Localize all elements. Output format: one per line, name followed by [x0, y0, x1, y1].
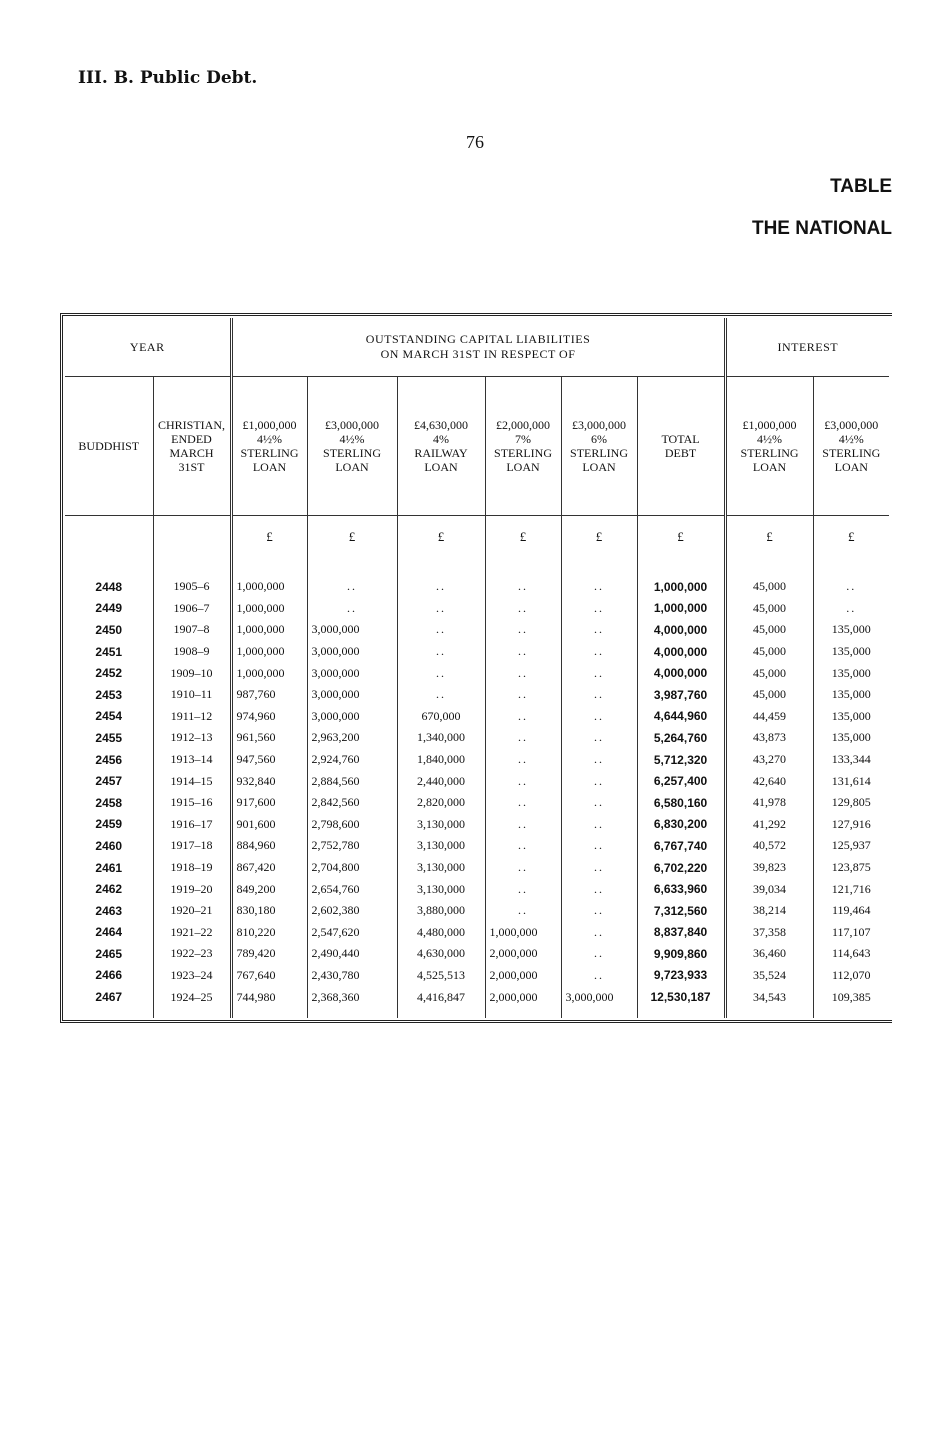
christian-header-line: MARCH — [169, 446, 214, 460]
loan-4-column-header — [485, 377, 561, 516]
column-header-row — [65, 377, 889, 516]
buddhist-year-cell: 2450 — [95, 622, 123, 637]
table-row — [65, 857, 889, 879]
loan-2-cell: 2,842,560 — [307, 792, 397, 814]
loan-rate: 4½% — [257, 432, 283, 446]
christian-year-cell: 1906–7 — [153, 598, 231, 620]
loan-3-cell: 4,525,513 — [397, 965, 485, 987]
loan-3-cell: 670,000 — [397, 706, 485, 728]
buddhist-year-cell: 2454 — [95, 709, 123, 724]
loan-1-cell: 789,420 — [231, 943, 307, 965]
loan-amount: £1,000,000 — [242, 418, 297, 432]
loan-5-cell: .. — [561, 965, 637, 987]
unit-cell: £ — [813, 516, 889, 559]
loan-rate: 6% — [591, 432, 608, 446]
loan-5-cell: .. — [561, 684, 637, 706]
loan-4-cell: .. — [485, 878, 561, 900]
christian-year-cell: 1910–11 — [153, 684, 231, 706]
table-row — [65, 835, 889, 857]
unit-cell: £ — [561, 516, 637, 559]
loan-word: LOAN — [335, 460, 369, 474]
loan-type: STERLING — [740, 446, 799, 460]
christian-header-line: ENDED — [171, 432, 212, 446]
unit-cell: £ — [725, 516, 813, 559]
loan-3-cell: 3,130,000 — [397, 835, 485, 857]
buddhist-year-cell: 2459 — [95, 817, 123, 832]
loan-5-cell: .. — [561, 857, 637, 879]
loan-4-cell: .. — [485, 770, 561, 792]
loan-2-cell: 2,704,800 — [307, 857, 397, 879]
buddhist-year-cell: 2461 — [95, 860, 123, 875]
interest-2-cell: 131,614 — [813, 770, 889, 792]
table-row — [65, 684, 889, 706]
christian-year-cell: 1923–24 — [153, 965, 231, 987]
buddhist-year-cell: 2463 — [95, 903, 123, 918]
total-debt-cell: 5,712,320 — [637, 749, 725, 771]
loan-1-cell: 1,000,000 — [231, 641, 307, 663]
loan-3-cell: 4,480,000 — [397, 922, 485, 944]
christian-year-cell: 1917–18 — [153, 835, 231, 857]
table-subtitle: THE NATIONAL — [751, 218, 892, 239]
interest-1-cell: 40,572 — [725, 835, 813, 857]
loan-rate: 4% — [433, 432, 450, 446]
loan-type: STERLING — [822, 446, 881, 460]
total-debt-cell: 1,000,000 — [637, 598, 725, 620]
interest-1-cell: 45,000 — [725, 598, 813, 620]
interest-1-cell: 38,214 — [725, 900, 813, 922]
interest-2-cell: 135,000 — [813, 641, 889, 663]
total-debt-cell: 6,702,220 — [637, 857, 725, 879]
loan-1-column-header — [231, 377, 307, 516]
buddhist-year-cell: 2452 — [95, 666, 123, 681]
unit-cell: £ — [637, 516, 725, 559]
loan-4-cell: .. — [485, 641, 561, 663]
table-row — [65, 749, 889, 771]
unit-cell: £ — [397, 516, 485, 559]
loan-1-cell: 987,760 — [231, 684, 307, 706]
page-number: 76 — [466, 132, 484, 152]
christian-year-cell: 1911–12 — [153, 706, 231, 728]
loan-5-cell: .. — [561, 662, 637, 684]
interest-1-cell: 35,524 — [725, 965, 813, 987]
outstanding-header-line-1: OUTSTANDING CAPITAL LIABILITIES — [365, 332, 591, 346]
table-body — [65, 576, 889, 1008]
loan-4-cell: .. — [485, 619, 561, 641]
loan-type: STERLING — [323, 446, 382, 460]
buddhist-year-cell: 2451 — [95, 644, 123, 659]
interest-1-cell: 41,292 — [725, 814, 813, 836]
total-debt-cell: 6,830,200 — [637, 814, 725, 836]
loan-2-cell: 2,798,600 — [307, 814, 397, 836]
buddhist-year-cell: 2456 — [95, 752, 123, 767]
loan-1-cell: 961,560 — [231, 727, 307, 749]
loan-5-cell: .. — [561, 706, 637, 728]
loan-5-cell: .. — [561, 814, 637, 836]
loan-amount: £4,630,000 — [414, 418, 469, 432]
christian-year-cell: 1919–20 — [153, 878, 231, 900]
interest-2-cell: 129,805 — [813, 792, 889, 814]
interest-1-cell: 43,873 — [725, 727, 813, 749]
section-title: III. B. Public Debt. — [78, 68, 258, 88]
buddhist-year-cell: 2455 — [95, 730, 123, 745]
year-group-header: YEAR — [129, 339, 165, 354]
interest-2-cell: 133,344 — [813, 749, 889, 771]
loan-3-cell: 4,630,000 — [397, 943, 485, 965]
total-debt-cell: 3,987,760 — [637, 684, 725, 706]
loan-1-cell: 1,000,000 — [231, 576, 307, 598]
interest-1-cell: 45,000 — [725, 619, 813, 641]
interest-1-cell: 45,000 — [725, 576, 813, 598]
table-row — [65, 641, 889, 663]
loan-1-cell: 849,200 — [231, 878, 307, 900]
interest-2-cell: 127,916 — [813, 814, 889, 836]
total-debt-cell: 6,580,160 — [637, 792, 725, 814]
loan-type: STERLING — [240, 446, 299, 460]
loan-5-cell: .. — [561, 770, 637, 792]
loan-rate: 4½% — [339, 432, 365, 446]
loan-1-cell: 830,180 — [231, 900, 307, 922]
buddhist-year-cell: 2467 — [95, 990, 123, 1005]
total-debt-cell: 6,633,960 — [637, 878, 725, 900]
loan-5-cell: 3,000,000 — [561, 986, 637, 1008]
christian-year-cell: 1907–8 — [153, 619, 231, 641]
interest-2-column-header — [813, 377, 889, 516]
bottom-spacer-row — [65, 1008, 889, 1018]
christian-header-line: 31ST — [178, 460, 205, 474]
interest-1-cell: 41,978 — [725, 792, 813, 814]
loan-2-cell: 2,547,620 — [307, 922, 397, 944]
loan-word: LOAN — [424, 460, 458, 474]
interest-2-cell: 121,716 — [813, 878, 889, 900]
loan-2-cell: 2,924,760 — [307, 749, 397, 771]
interest-1-cell: 43,270 — [725, 749, 813, 771]
loan-4-cell: .. — [485, 662, 561, 684]
unit-cell: £ — [307, 516, 397, 559]
buddhist-year-cell: 2466 — [95, 968, 123, 983]
table-label: TABLE — [830, 176, 892, 197]
total-debt-column-header — [637, 377, 725, 516]
total-debt-cell: 9,723,933 — [637, 965, 725, 987]
total-debt-cell: 4,000,000 — [637, 619, 725, 641]
loan-4-cell: .. — [485, 900, 561, 922]
christian-header-line: CHRISTIAN, — [158, 418, 226, 432]
interest-2-cell: 135,000 — [813, 662, 889, 684]
buddhist-year-cell: 2458 — [95, 795, 123, 810]
loan-1-cell: 810,220 — [231, 922, 307, 944]
table-row — [65, 965, 889, 987]
loan-2-cell: 2,654,760 — [307, 878, 397, 900]
total-header-line: TOTAL — [661, 432, 700, 446]
total-debt-cell: 12,530,187 — [637, 986, 725, 1008]
loan-3-column-header — [397, 377, 485, 516]
loan-rate: 4½% — [838, 432, 864, 446]
total-debt-cell: 4,000,000 — [637, 641, 725, 663]
interest-2-cell: 135,000 — [813, 684, 889, 706]
interest-2-cell: 135,000 — [813, 727, 889, 749]
total-debt-cell: 9,909,860 — [637, 943, 725, 965]
christian-year-cell: 1905–6 — [153, 576, 231, 598]
loan-2-cell: 2,963,200 — [307, 727, 397, 749]
loan-amount: £2,000,000 — [496, 418, 551, 432]
loan-1-cell: 947,560 — [231, 749, 307, 771]
table-row — [65, 619, 889, 641]
interest-1-cell: 37,358 — [725, 922, 813, 944]
christian-year-cell: 1916–17 — [153, 814, 231, 836]
loan-3-cell: 3,130,000 — [397, 878, 485, 900]
loan-4-cell: .. — [485, 857, 561, 879]
table-row — [65, 598, 889, 620]
loan-5-cell: .. — [561, 835, 637, 857]
loan-3-cell: .. — [397, 576, 485, 598]
loan-3-cell: 1,840,000 — [397, 749, 485, 771]
loan-word: LOAN — [582, 460, 616, 474]
table-row — [65, 878, 889, 900]
group-header-row — [65, 318, 889, 377]
unit-cell-empty — [65, 516, 153, 559]
loan-1-cell: 744,980 — [231, 986, 307, 1008]
loan-3-cell: 2,820,000 — [397, 792, 485, 814]
loan-word: LOAN — [752, 460, 787, 474]
national-debt-table — [65, 318, 889, 1018]
loan-2-cell: 2,430,780 — [307, 965, 397, 987]
christian-column-header — [153, 377, 231, 516]
loan-4-cell: .. — [485, 835, 561, 857]
christian-year-cell: 1924–25 — [153, 986, 231, 1008]
loan-type: STERLING — [494, 446, 553, 460]
interest-2-cell: 135,000 — [813, 706, 889, 728]
table-row — [65, 900, 889, 922]
buddhist-year-cell: 2460 — [95, 838, 123, 853]
loan-4-cell: 2,000,000 — [485, 986, 561, 1008]
christian-year-cell: 1909–10 — [153, 662, 231, 684]
interest-1-cell: 39,034 — [725, 878, 813, 900]
loan-5-cell: .. — [561, 922, 637, 944]
loan-3-cell: .. — [397, 684, 485, 706]
loan-2-cell: 3,000,000 — [307, 706, 397, 728]
table-row — [65, 922, 889, 944]
loan-amount: £3,000,000 — [572, 418, 627, 432]
loan-2-cell: 2,884,560 — [307, 770, 397, 792]
christian-year-cell: 1912–13 — [153, 727, 231, 749]
unit-cell-empty — [153, 516, 231, 559]
interest-2-cell: 117,107 — [813, 922, 889, 944]
loan-2-cell: 3,000,000 — [307, 662, 397, 684]
christian-year-cell: 1921–22 — [153, 922, 231, 944]
loan-3-cell: .. — [397, 598, 485, 620]
loan-5-cell: .. — [561, 792, 637, 814]
loan-4-cell: .. — [485, 749, 561, 771]
christian-year-cell: 1908–9 — [153, 641, 231, 663]
loan-1-cell: 901,600 — [231, 814, 307, 836]
loan-1-cell: 1,000,000 — [231, 598, 307, 620]
loan-4-cell: .. — [485, 792, 561, 814]
total-debt-cell: 4,000,000 — [637, 662, 725, 684]
loan-3-cell: 3,880,000 — [397, 900, 485, 922]
loan-4-cell: .. — [485, 576, 561, 598]
loan-5-cell: .. — [561, 641, 637, 663]
christian-year-cell: 1914–15 — [153, 770, 231, 792]
table-row — [65, 814, 889, 836]
outstanding-group-header — [231, 318, 725, 377]
loan-type: RAILWAY — [414, 446, 468, 460]
loan-amount: £3,000,000 — [325, 418, 380, 432]
table-row — [65, 706, 889, 728]
interest-2-cell: 114,643 — [813, 943, 889, 965]
loan-1-cell: 932,840 — [231, 770, 307, 792]
christian-year-cell: 1922–23 — [153, 943, 231, 965]
buddhist-year-cell: 2462 — [95, 882, 123, 897]
total-header-line: DEBT — [664, 446, 697, 460]
spacer-row — [65, 558, 889, 576]
loan-4-cell: .. — [485, 706, 561, 728]
loan-4-cell: .. — [485, 814, 561, 836]
loan-word: LOAN — [252, 460, 287, 474]
loan-5-cell: .. — [561, 943, 637, 965]
total-debt-cell: 6,257,400 — [637, 770, 725, 792]
loan-3-cell: .. — [397, 619, 485, 641]
table-row — [65, 986, 889, 1008]
loan-2-cell: .. — [307, 598, 397, 620]
loan-4-cell: .. — [485, 684, 561, 706]
loan-4-cell: 2,000,000 — [485, 965, 561, 987]
interest-1-cell: 45,000 — [725, 662, 813, 684]
interest-2-cell: 109,385 — [813, 986, 889, 1008]
loan-5-cell: .. — [561, 900, 637, 922]
interest-1-cell: 39,823 — [725, 857, 813, 879]
loan-1-cell: 867,420 — [231, 857, 307, 879]
loan-3-cell: 3,130,000 — [397, 857, 485, 879]
christian-year-cell: 1920–21 — [153, 900, 231, 922]
table-row — [65, 576, 889, 598]
loan-1-cell: 1,000,000 — [231, 619, 307, 641]
interest-2-cell: 125,937 — [813, 835, 889, 857]
loan-rate: 7% — [515, 432, 532, 446]
christian-year-cell: 1918–19 — [153, 857, 231, 879]
loan-4-cell: .. — [485, 598, 561, 620]
buddhist-year-cell: 2457 — [95, 774, 123, 789]
buddhist-year-cell: 2448 — [95, 579, 123, 594]
loan-2-cell: 2,368,360 — [307, 986, 397, 1008]
total-debt-cell: 1,000,000 — [637, 576, 725, 598]
loan-5-cell: .. — [561, 598, 637, 620]
loan-5-cell: .. — [561, 619, 637, 641]
interest-1-cell: 45,000 — [725, 684, 813, 706]
loan-rate: 4½% — [757, 432, 783, 446]
interest-2-cell: 119,464 — [813, 900, 889, 922]
interest-2-cell: .. — [813, 598, 889, 620]
loan-type: STERLING — [570, 446, 629, 460]
loan-4-cell: 1,000,000 — [485, 922, 561, 944]
loan-4-cell: 2,000,000 — [485, 943, 561, 965]
buddhist-year-cell: 2465 — [95, 946, 123, 961]
loan-2-cell: 2,752,780 — [307, 835, 397, 857]
unit-cell: £ — [231, 516, 307, 559]
loan-3-cell: 4,416,847 — [397, 986, 485, 1008]
total-debt-cell: 6,767,740 — [637, 835, 725, 857]
loan-3-cell: .. — [397, 662, 485, 684]
table-row — [65, 943, 889, 965]
loan-2-cell: 3,000,000 — [307, 641, 397, 663]
loan-5-column-header — [561, 377, 637, 516]
interest-1-cell: 44,459 — [725, 706, 813, 728]
loan-5-cell: .. — [561, 749, 637, 771]
interest-1-cell: 42,640 — [725, 770, 813, 792]
loan-2-cell: .. — [307, 576, 397, 598]
unit-cell: £ — [485, 516, 561, 559]
buddhist-year-cell: 2464 — [95, 925, 123, 940]
interest-1-cell: 45,000 — [725, 641, 813, 663]
table-row — [65, 792, 889, 814]
buddhist-year-cell: 2453 — [95, 687, 123, 702]
outstanding-header-line-2: ON MARCH 31ST IN RESPECT OF — [380, 347, 576, 361]
loan-2-cell: 2,602,380 — [307, 900, 397, 922]
loan-5-cell: .. — [561, 576, 637, 598]
buddhist-year-cell: 2449 — [95, 601, 123, 616]
loan-1-cell: 917,600 — [231, 792, 307, 814]
interest-1-cell: 36,460 — [725, 943, 813, 965]
total-debt-cell: 4,644,960 — [637, 706, 725, 728]
christian-year-cell: 1913–14 — [153, 749, 231, 771]
loan-2-cell: 2,490,440 — [307, 943, 397, 965]
loan-word: LOAN — [834, 460, 868, 474]
loan-amount: £1,000,000 — [742, 418, 797, 432]
loan-2-cell: 3,000,000 — [307, 619, 397, 641]
table-row — [65, 770, 889, 792]
table-row — [65, 727, 889, 749]
interest-group-header: INTEREST — [725, 318, 889, 377]
interest-1-cell: 34,543 — [725, 986, 813, 1008]
interest-1-column-header — [725, 377, 813, 516]
total-debt-cell: 8,837,840 — [637, 922, 725, 944]
interest-2-cell: 135,000 — [813, 619, 889, 641]
interest-2-cell: .. — [813, 576, 889, 598]
loan-4-cell: .. — [485, 727, 561, 749]
table-row — [65, 662, 889, 684]
loan-3-cell: 1,340,000 — [397, 727, 485, 749]
buddhist-column-header: BUDDHIST — [65, 377, 153, 516]
total-debt-cell: 7,312,560 — [637, 900, 725, 922]
loan-word: LOAN — [506, 460, 540, 474]
interest-2-cell: 112,070 — [813, 965, 889, 987]
interest-2-cell: 123,875 — [813, 857, 889, 879]
loan-5-cell: .. — [561, 878, 637, 900]
loan-3-cell: 3,130,000 — [397, 814, 485, 836]
loan-2-column-header — [307, 377, 397, 516]
christian-year-cell: 1915–16 — [153, 792, 231, 814]
total-debt-cell: 5,264,760 — [637, 727, 725, 749]
loan-1-cell: 974,960 — [231, 706, 307, 728]
unit-row — [65, 516, 889, 559]
loan-2-cell: 3,000,000 — [307, 684, 397, 706]
loan-5-cell: .. — [561, 727, 637, 749]
loan-1-cell: 1,000,000 — [231, 662, 307, 684]
loan-1-cell: 767,640 — [231, 965, 307, 987]
loan-amount: £3,000,000 — [824, 418, 879, 432]
loan-3-cell: 2,440,000 — [397, 770, 485, 792]
loan-3-cell: .. — [397, 641, 485, 663]
loan-1-cell: 884,960 — [231, 835, 307, 857]
